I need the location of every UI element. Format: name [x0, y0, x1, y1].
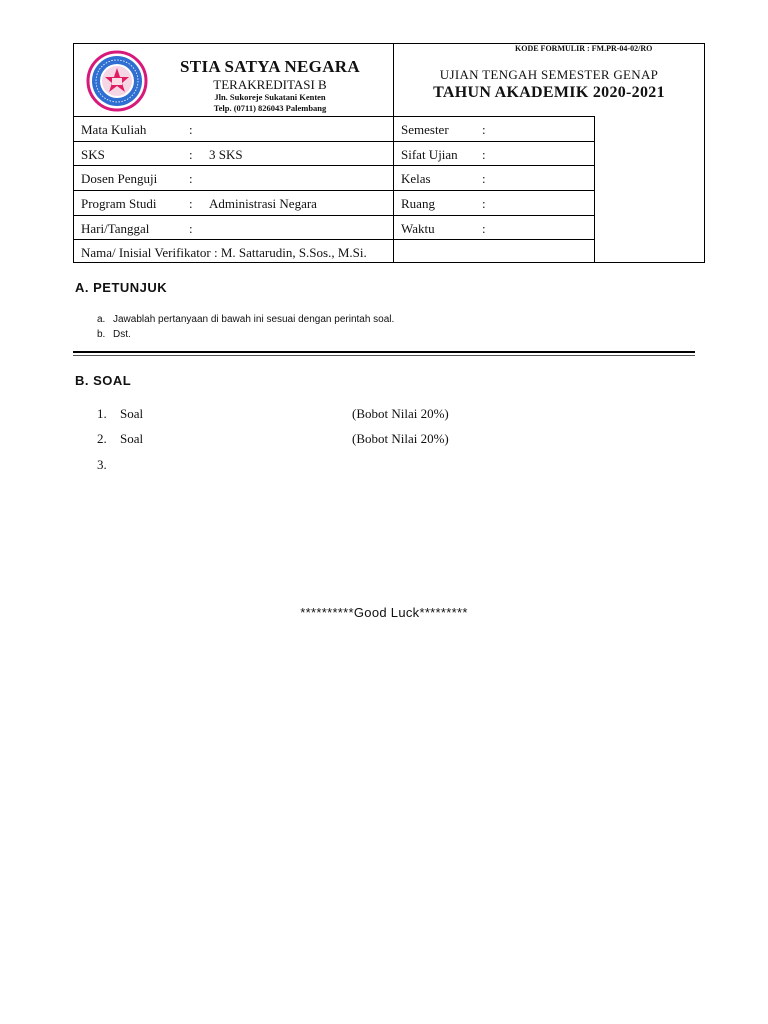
study-program-value: Administrasi Negara [209, 196, 317, 211]
room-label: Ruang [401, 196, 435, 211]
exam-type-label: Sifat Ujian [401, 147, 458, 162]
instruction-marker: b. [97, 329, 106, 340]
class-sep: : [482, 171, 486, 186]
question-number: 2. [97, 431, 107, 446]
time-label: Waktu [401, 221, 435, 236]
institution-address: Jln. Sukoreje Sukatani Kenten [214, 92, 326, 102]
divider [74, 239, 594, 240]
course-label: Mata Kuliah [81, 122, 147, 137]
exam-title: UJIAN TENGAH SEMESTER GENAP [439, 67, 659, 82]
exam-type-sep: : [482, 147, 486, 162]
question-text: Soal [120, 406, 144, 421]
verifier-row: Nama/ Inisial Verifikator : M. Sattarudin, S.Sos., M.Si. [81, 245, 367, 260]
room-sep: : [482, 196, 486, 211]
divider [74, 141, 594, 142]
study-program-sep: : [189, 196, 193, 211]
question-weight: (Bobot Nilai 20%) [352, 431, 449, 446]
date-label: Hari/Tanggal [81, 221, 150, 236]
closing-message: **********Good Luck********* [300, 605, 468, 620]
semester-sep: : [482, 122, 486, 137]
section-divider [73, 351, 695, 353]
divider [74, 215, 594, 216]
question-weight: (Bobot Nilai 20%) [352, 406, 449, 421]
instruction-item: Jawablah pertanyaan di bawah ini sesuai dengan perintah soal. [113, 314, 395, 325]
credits-label: SKS [81, 147, 105, 162]
accreditation-label: TERAKREDITASI B [213, 77, 327, 92]
divider [594, 116, 595, 262]
semester-label: Semester [401, 122, 449, 137]
instructions-heading: A. PETUNJUK [75, 280, 168, 295]
instruction-marker: a. [97, 314, 106, 325]
examiner-sep: : [189, 171, 193, 186]
institution-cell [74, 44, 394, 116]
question-number: 3. [97, 457, 107, 472]
credits-value: 3 SKS [209, 147, 243, 162]
divider [74, 165, 594, 166]
credits-sep: : [189, 147, 193, 162]
instruction-item: Dst. [113, 329, 131, 340]
divider [74, 190, 594, 191]
institution-logo-icon [86, 50, 148, 112]
question-text: Soal [120, 431, 144, 446]
section-divider [73, 355, 695, 356]
institution-phone: Telp. (0711) 826043 Palembang [213, 103, 327, 113]
questions-heading: B. SOAL [75, 373, 132, 388]
divider [74, 116, 594, 117]
class-label: Kelas [401, 171, 431, 186]
time-sep: : [482, 221, 486, 236]
question-number: 1. [97, 406, 107, 421]
course-sep: : [189, 122, 193, 137]
examiner-label: Dosen Penguji [81, 171, 158, 186]
date-sep: : [189, 221, 193, 236]
academic-year: TAHUN AKADEMIK 2020-2021 [433, 84, 665, 101]
institution-name: STIA SATYA NEGARA [180, 57, 360, 76]
study-program-label: Program Studi [81, 196, 157, 211]
form-code: KODE FORMULIR : FM.PR-04-02/RO [515, 44, 653, 53]
exam-header-table [73, 43, 705, 263]
